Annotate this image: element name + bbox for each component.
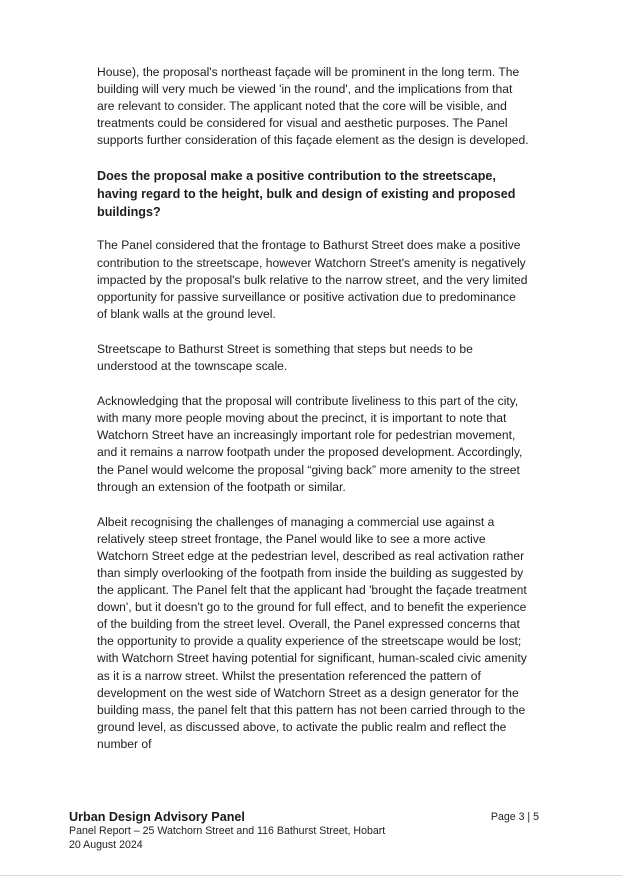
paragraph-frontage: The Panel considered that the frontage to Bathurst Street does make a positive contribution to the streetscape, however Watchorn Street's amenity is negatively impacted by the proposal's bulk relative to the narrow street, and the very limited opportunity for passive surveillance or positive activation due to predominance of blank walls at the ground level. xyxy=(97,238,528,321)
page-footer xyxy=(69,810,539,852)
page-number: Page 3 | 5 xyxy=(490,811,539,823)
body-text xyxy=(97,64,529,771)
paragraph-liveliness: Acknowledging that the proposal will contribute liveliness to this part of the city, with many more people moving about the precinct, it is important to note that Watchorn Street have an increasingly important role for pedestrian movement, and it remains a narrow footpath under the proposed development. Accordingly, the Panel would welcome the proposal “giving back” more amenity to the street through an extension of the footpath or similar. xyxy=(97,394,523,494)
paragraph-northeast-facade: House), the proposal's northeast façade will be prominent in the long term. The building will very much be viewed 'in the round', and the implications from that are relevant to consider. The applicant noted that the core will be visible, and treatments could be considered for visual and aesthetic purposes. The Panel supports further consideration of this façade element as the design is developed. xyxy=(97,65,529,148)
footer-report: Panel Report – 25 Watchorn Street and 116 Bathurst Street, Hobart xyxy=(69,825,386,837)
footer-date: 20 August 2024 xyxy=(69,838,143,851)
paragraph-active-edge: Albeit recognising the challenges of managing a commercial use against a relatively steep street frontage, the Panel would like to see a more active Watchorn Street edge at the pedestrian level, described as real activation rather than simply overlooking of the footpath from inside the building as suggested by the applicant. The Panel felt that the applicant had 'brought the façade treatment down', but it doesn't go to the ground for full effect, and to benefit the experience of the building from the street level. Overall, the Panel expressed concerns that the opportunity to provide a quality experience of the streetscape would be lost; with Watchorn Street having potential for significant, human-scaled civic amenity as it is a narrow street. Whilst the presentation referenced the pattern of development on the west side of Watchorn Street as a design generator for the building mass, the panel felt that this pattern has not been carried through to the ground level, as discussed above, to activate the public realm and reflect the number of xyxy=(97,514,527,751)
bottom-divider xyxy=(0,875,622,876)
footer-title: Urban Design Advisory Panel xyxy=(69,810,245,824)
question-heading: Does the proposal make a positive contribution to the streetscape, having regard to the height, bulk and design of existing and proposed buildings? xyxy=(97,169,516,220)
paragraph-streetscape-bathurst: Streetscape to Bathurst Street is something that steps but needs to be understood at the townscape scale. xyxy=(97,341,473,374)
